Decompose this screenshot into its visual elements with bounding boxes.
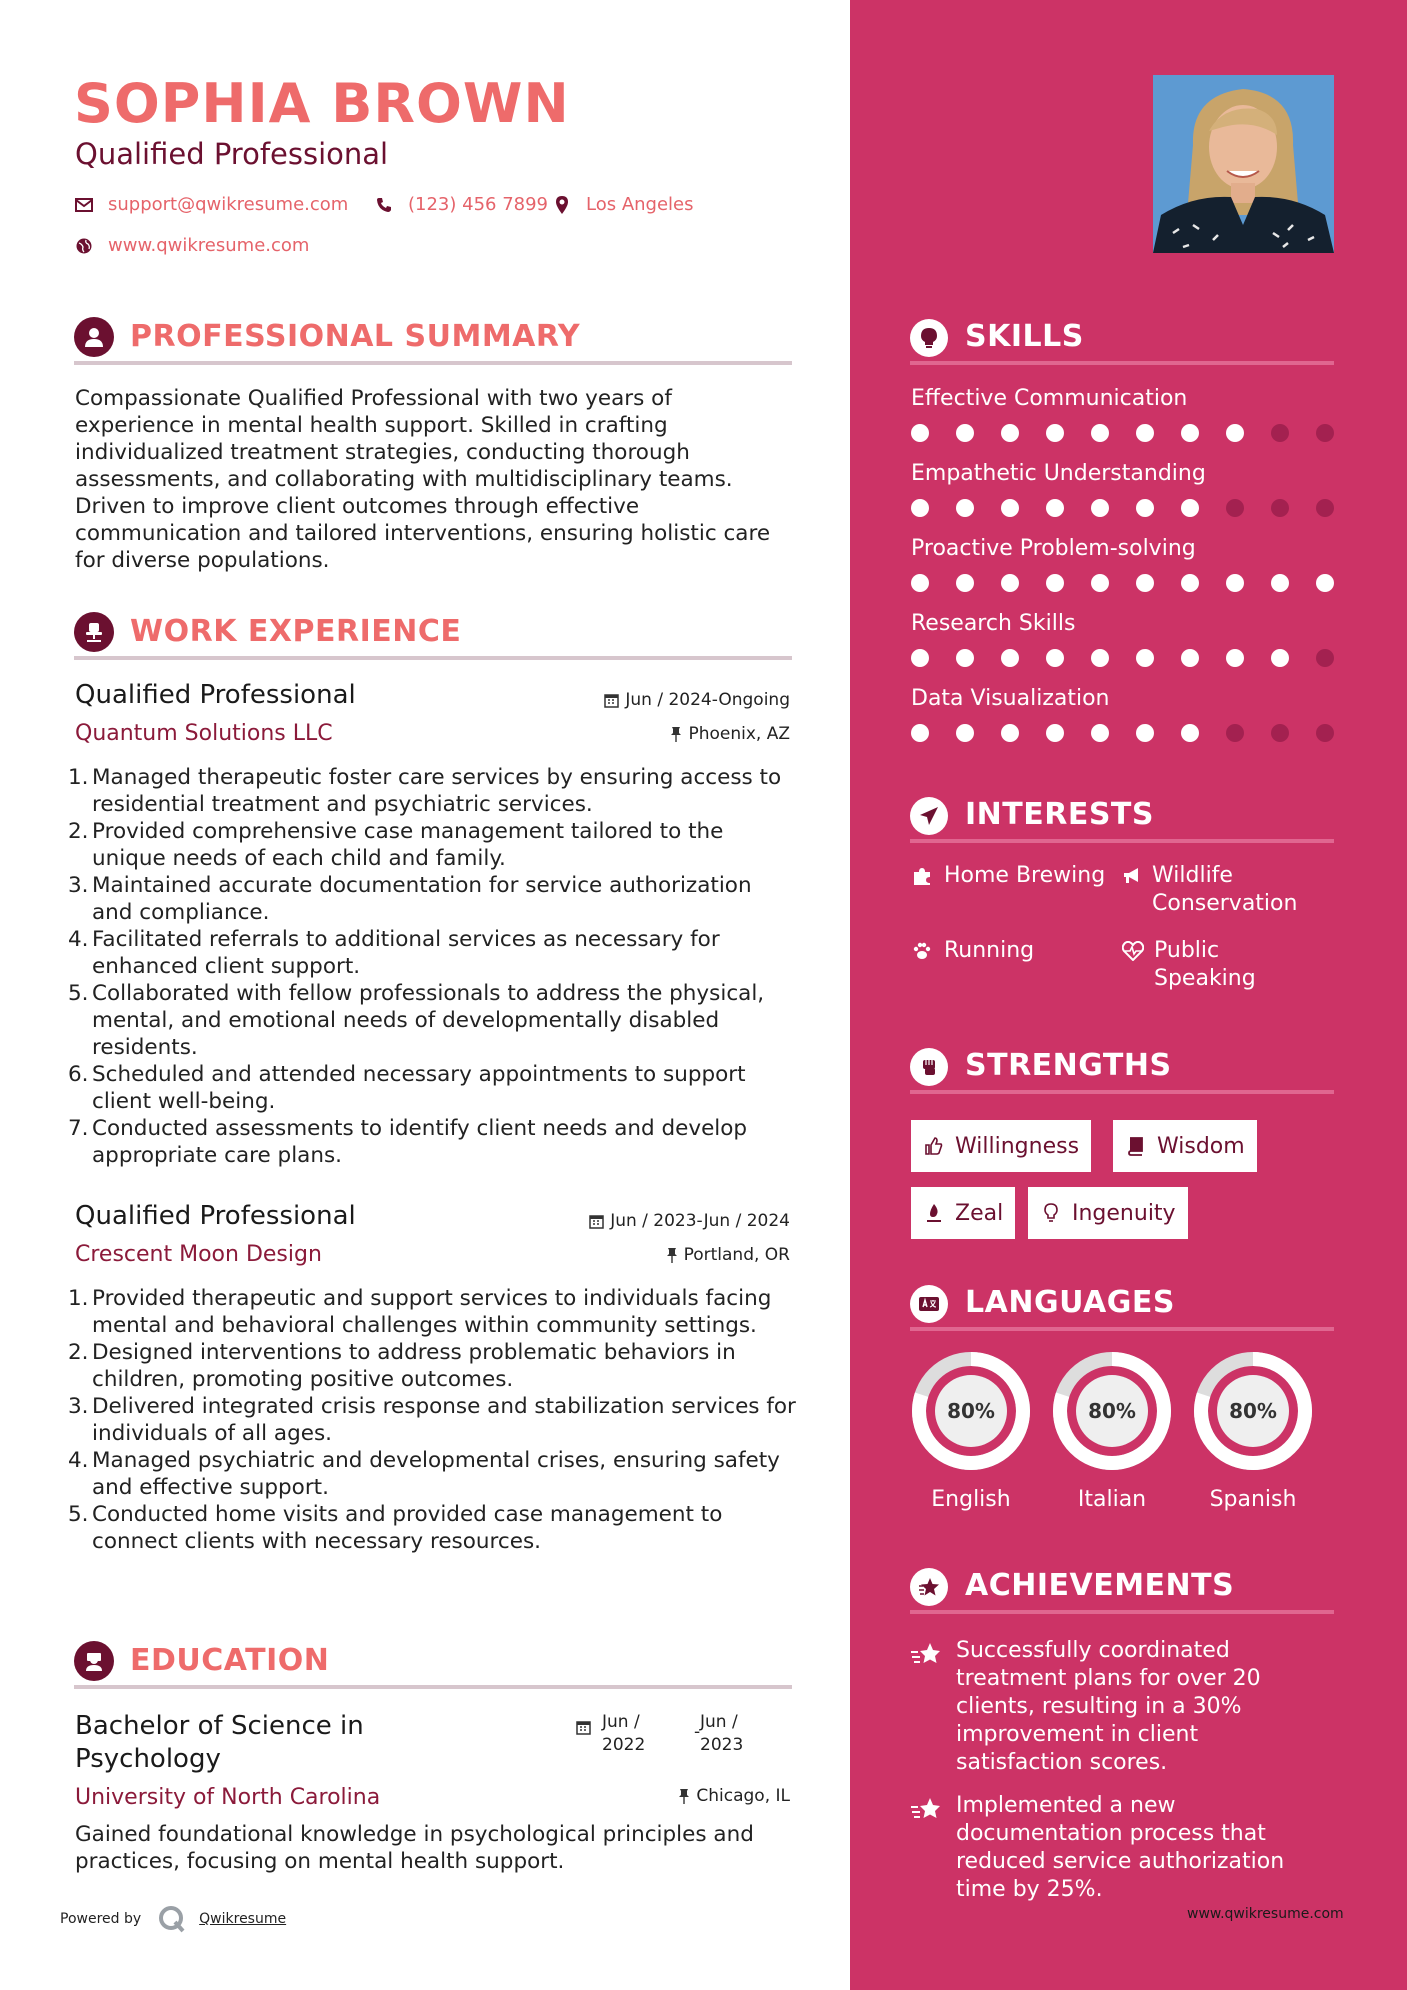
rating-dot-filled	[956, 499, 974, 517]
education-location	[678, 1786, 790, 1806]
duty-item: 1. Managed therapeutic foster care services by ensuring access to residential treatment and psychiatric services.	[68, 765, 782, 817]
rating-dot-empty	[1316, 499, 1334, 517]
education-calendar-icon	[576, 1720, 591, 1739]
office-chair-icon	[74, 612, 114, 652]
skill-name: Data Visualization	[911, 686, 1110, 711]
rating-dot-filled	[1001, 424, 1019, 442]
rating-dot-filled	[956, 649, 974, 667]
job-dates	[604, 690, 790, 710]
rating-dot-filled	[1001, 649, 1019, 667]
experience-heading	[74, 608, 792, 660]
language-name: Spanish	[1209, 1487, 1297, 1512]
strength-label: Ingenuity	[1072, 1200, 1176, 1226]
duty-item: 5. Collaborated with fellow professionals to address the physical, mental, and emotional needs of developmentally disabled residents.	[68, 981, 765, 1060]
rating-dot-filled	[911, 724, 929, 742]
interest-label: Public Speaking	[1154, 938, 1256, 991]
education-heading-label: EDUCATION	[130, 1643, 330, 1678]
thumbs-up-icon	[923, 1135, 945, 1157]
email-text[interactable]: support@qwikresume.com	[108, 194, 349, 215]
duty-item: 5. Conducted home visits and provided case management to connect clients with necessary resources.	[68, 1502, 723, 1554]
job-company: Crescent Moon Design	[75, 1242, 322, 1267]
candidate-title: Qualified Professional	[75, 137, 389, 171]
shooting-star-icon	[910, 1641, 942, 1667]
job-location	[670, 724, 790, 744]
star-badge-icon	[910, 1568, 948, 1606]
skill-rating	[911, 424, 1361, 442]
achievement-item	[910, 1792, 1330, 1904]
contact-website[interactable]	[74, 235, 309, 256]
interest-item	[1122, 862, 1332, 918]
paper-plane-icon	[910, 797, 948, 835]
skill-name: Effective Communication	[911, 386, 1188, 411]
calendar-icon	[589, 1214, 604, 1229]
date-part: 2023	[700, 1735, 744, 1755]
job-company: Quantum Solutions LLC	[75, 721, 333, 746]
rating-dot-filled	[1316, 574, 1334, 592]
strength-label: Wisdom	[1157, 1133, 1245, 1159]
globe-icon	[74, 236, 94, 256]
interest-item	[910, 862, 1105, 890]
calendar-icon	[604, 693, 619, 708]
duty-item: 4. Managed psychiatric and developmental crises, ensuring safety and effective support.	[68, 1448, 780, 1500]
ring-percent-label: 80%	[1229, 1399, 1277, 1423]
skill-rating	[911, 649, 1361, 667]
job-title: Qualified Professional	[75, 1201, 356, 1231]
education-end-date	[700, 1711, 743, 1757]
interest-item	[1122, 937, 1282, 993]
degree-line: Psychology	[75, 1744, 221, 1774]
rating-dot-filled	[1271, 574, 1289, 592]
strength-chip	[911, 1187, 1015, 1239]
strengths-heading	[910, 1042, 1334, 1094]
summary-heading-label: PROFESSIONAL SUMMARY	[130, 319, 581, 354]
achievements-heading	[910, 1562, 1334, 1614]
duty-item: 3. Maintained accurate documentation for service authorization and compliance.	[68, 873, 752, 925]
rating-dot-filled	[1091, 499, 1109, 517]
summary-heading	[74, 313, 792, 365]
job-location	[666, 1245, 790, 1265]
rating-dot-empty	[1271, 499, 1289, 517]
megaphone-icon	[1122, 864, 1142, 888]
rating-dot-filled	[1091, 649, 1109, 667]
rating-dot-filled	[1046, 724, 1064, 742]
rating-dot-filled	[956, 574, 974, 592]
rating-dot-filled	[1046, 424, 1064, 442]
duty-item: 4. Facilitated referrals to additional services as necessary for enhanced client support.	[68, 927, 720, 979]
rating-dot-empty	[1271, 424, 1289, 442]
date-part: Jun /	[602, 1712, 640, 1732]
language-name: English	[931, 1487, 1011, 1512]
rating-dot-empty	[1226, 499, 1244, 517]
job-location-text: Phoenix, AZ	[688, 724, 790, 744]
rating-dot-filled	[1226, 424, 1244, 442]
skill-name: Proactive Problem-solving	[911, 536, 1196, 561]
rating-dot-filled	[1136, 499, 1154, 517]
rating-dot-filled	[1001, 499, 1019, 517]
interest-label: Home Brewing	[944, 863, 1106, 888]
language-ring	[910, 1350, 1032, 1472]
duty-item: 3. Delivered integrated crisis response and stabilization services for individuals of all ages.	[68, 1394, 796, 1446]
flame-icon	[923, 1202, 945, 1224]
job-title: Qualified Professional	[75, 680, 356, 710]
rating-dot-empty	[1316, 424, 1334, 442]
duty-item: 1. Provided therapeutic and support services to individuals facing mental and behavioral challenges within community settings.	[68, 1286, 772, 1338]
rating-dot-filled	[1046, 574, 1064, 592]
interests-heading-label: INTERESTS	[965, 797, 1154, 832]
rating-dot-filled	[1136, 649, 1154, 667]
rating-dot-filled	[1001, 574, 1019, 592]
job-location-text: Portland, OR	[683, 1245, 790, 1265]
date-part: Jun /	[700, 1712, 738, 1732]
rating-dot-filled	[911, 649, 929, 667]
rating-dot-empty	[1271, 724, 1289, 742]
job-dates-text: Jun / 2023-Jun / 2024	[610, 1211, 790, 1231]
ring-percent-label: 80%	[1088, 1399, 1136, 1423]
duty-item: 6. Scheduled and attended necessary appointments to support client well-being.	[68, 1062, 746, 1114]
pushpin-icon	[666, 1247, 678, 1263]
rating-dot-filled	[1181, 574, 1199, 592]
heartbeat-icon	[1122, 939, 1144, 963]
achievement-text: Successfully coordinated treatment plans for over 20 clients, resulting in a 30% improvement in client satisfaction scores.	[956, 1638, 1261, 1775]
rating-dot-filled	[1046, 499, 1064, 517]
strengths-heading-label: STRENGTHS	[965, 1048, 1172, 1083]
language-ring	[1051, 1350, 1173, 1472]
interests-heading	[910, 791, 1334, 843]
strength-chip	[1113, 1120, 1257, 1172]
website-text[interactable]: www.qwikresume.com	[108, 235, 310, 256]
user-icon	[74, 317, 114, 357]
education-location-text: Chicago, IL	[696, 1786, 790, 1806]
footer-website[interactable]: www.qwikresume.com	[1187, 1906, 1344, 1922]
language-ring	[1192, 1350, 1314, 1472]
education-description: Gained foundational knowledge in psychological principles and practices, focusing on mental health support.	[75, 1822, 754, 1874]
degree-line: Bachelor of Science in	[75, 1711, 364, 1741]
rating-dot-filled	[911, 424, 929, 442]
powered-by	[60, 1904, 286, 1934]
languages-heading-label: LANGUAGES	[965, 1285, 1175, 1320]
duty-item: 2. Designed interventions to address problematic behaviors in children, promoting positive outcomes.	[68, 1340, 736, 1392]
rating-dot-filled	[1226, 649, 1244, 667]
paw-icon	[910, 939, 934, 963]
rating-dot-empty	[1316, 649, 1334, 667]
rating-dot-filled	[956, 424, 974, 442]
translate-icon	[910, 1285, 948, 1323]
skills-heading	[910, 313, 1334, 365]
powered-by-text: Powered by	[60, 1911, 142, 1927]
rating-dot-filled	[1136, 724, 1154, 742]
rating-dot-filled	[1091, 574, 1109, 592]
rating-dot-filled	[1136, 574, 1154, 592]
duty-item: 2. Provided comprehensive case management tailored to the unique needs of each child and family.	[68, 819, 724, 871]
contact-email[interactable]	[74, 194, 348, 215]
job-duties	[68, 1285, 798, 1555]
rating-dot-filled	[1001, 724, 1019, 742]
school-name: University of North Carolina	[75, 1785, 381, 1810]
map-pin-icon	[552, 195, 572, 215]
graduate-icon	[74, 1641, 114, 1681]
language-name: Italian	[1077, 1487, 1147, 1512]
contact-location	[552, 194, 694, 215]
rating-dot-filled	[1271, 649, 1289, 667]
rating-dot-filled	[1046, 649, 1064, 667]
strength-chip	[1028, 1187, 1188, 1239]
rating-dot-filled	[1181, 424, 1199, 442]
achievement-item	[910, 1637, 1330, 1777]
lightbulb-icon	[910, 319, 948, 357]
pushpin-icon	[670, 726, 682, 742]
achievement-text: Implemented a new documentation process that reduced service authorization time by 25%.	[956, 1793, 1285, 1902]
rating-dot-filled	[911, 574, 929, 592]
phone-text[interactable]: (123) 456 7899	[408, 194, 549, 215]
rating-dot-filled	[911, 499, 929, 517]
rating-dot-filled	[1091, 724, 1109, 742]
location-text: Los Angeles	[586, 194, 694, 215]
summary-text: Compassionate Qualified Professional with two years of experience in mental health support. Skilled in crafting individualized treatment strategies, conducting thorough assessments, and collaborating with multidisciplinary teams. Driven to improve client outcomes through effective communication and tailored interventions, ensuring holistic care for diverse populations.	[75, 386, 771, 573]
date-separator: -	[694, 1722, 701, 1742]
contact-phone[interactable]	[374, 194, 548, 215]
rating-dot-empty	[1226, 724, 1244, 742]
envelope-icon	[74, 195, 94, 215]
skills-heading-label: SKILLS	[965, 319, 1084, 354]
skill-rating	[911, 499, 1361, 517]
rating-dot-filled	[1226, 574, 1244, 592]
strength-chip	[911, 1120, 1091, 1172]
strength-label: Willingness	[955, 1133, 1080, 1159]
job-dates	[589, 1211, 790, 1231]
puzzle-icon	[910, 864, 934, 888]
languages-heading	[910, 1279, 1334, 1331]
rating-dot-filled	[1136, 424, 1154, 442]
qwikresume-link[interactable]: Qwikresume	[199, 1911, 287, 1927]
degree-title	[75, 1710, 364, 1776]
rating-dot-filled	[1181, 649, 1199, 667]
skill-name: Empathetic Understanding	[911, 461, 1206, 486]
ring-percent-label: 80%	[947, 1399, 995, 1423]
experience-heading-label: WORK EXPERIENCE	[130, 614, 462, 649]
phone-icon	[374, 195, 394, 215]
interest-item	[910, 937, 1034, 965]
rating-dot-filled	[1091, 424, 1109, 442]
skill-name: Research Skills	[911, 611, 1076, 636]
job-dates-text: Jun / 2024-Ongoing	[625, 690, 790, 710]
skill-rating	[911, 574, 1361, 592]
shooting-star-icon	[910, 1796, 942, 1822]
date-part: 2022	[602, 1735, 646, 1755]
education-start-date	[602, 1711, 645, 1757]
education-heading	[74, 1637, 792, 1689]
rating-dot-filled	[1181, 724, 1199, 742]
achievements-heading-label: ACHIEVEMENTS	[965, 1568, 1235, 1603]
rating-dot-filled	[956, 724, 974, 742]
strength-label: Zeal	[955, 1200, 1004, 1226]
lightbulb-outline-icon	[1040, 1202, 1062, 1224]
skill-rating	[911, 724, 1361, 742]
interest-label: Running	[944, 938, 1035, 963]
job-duties	[68, 764, 798, 1169]
book-icon	[1125, 1135, 1147, 1157]
qwikresume-logo-icon	[157, 1904, 187, 1934]
profile-photo	[1153, 75, 1334, 253]
interest-label: Wildlife Conservation	[1152, 863, 1298, 916]
pushpin-icon	[678, 1788, 690, 1804]
fist-icon	[910, 1048, 948, 1086]
rating-dot-filled	[1181, 499, 1199, 517]
rating-dot-empty	[1316, 724, 1334, 742]
duty-item: 7. Conducted assessments to identify client needs and develop appropriate care plans.	[68, 1116, 748, 1168]
candidate-name: SOPHIA BROWN	[74, 72, 570, 135]
